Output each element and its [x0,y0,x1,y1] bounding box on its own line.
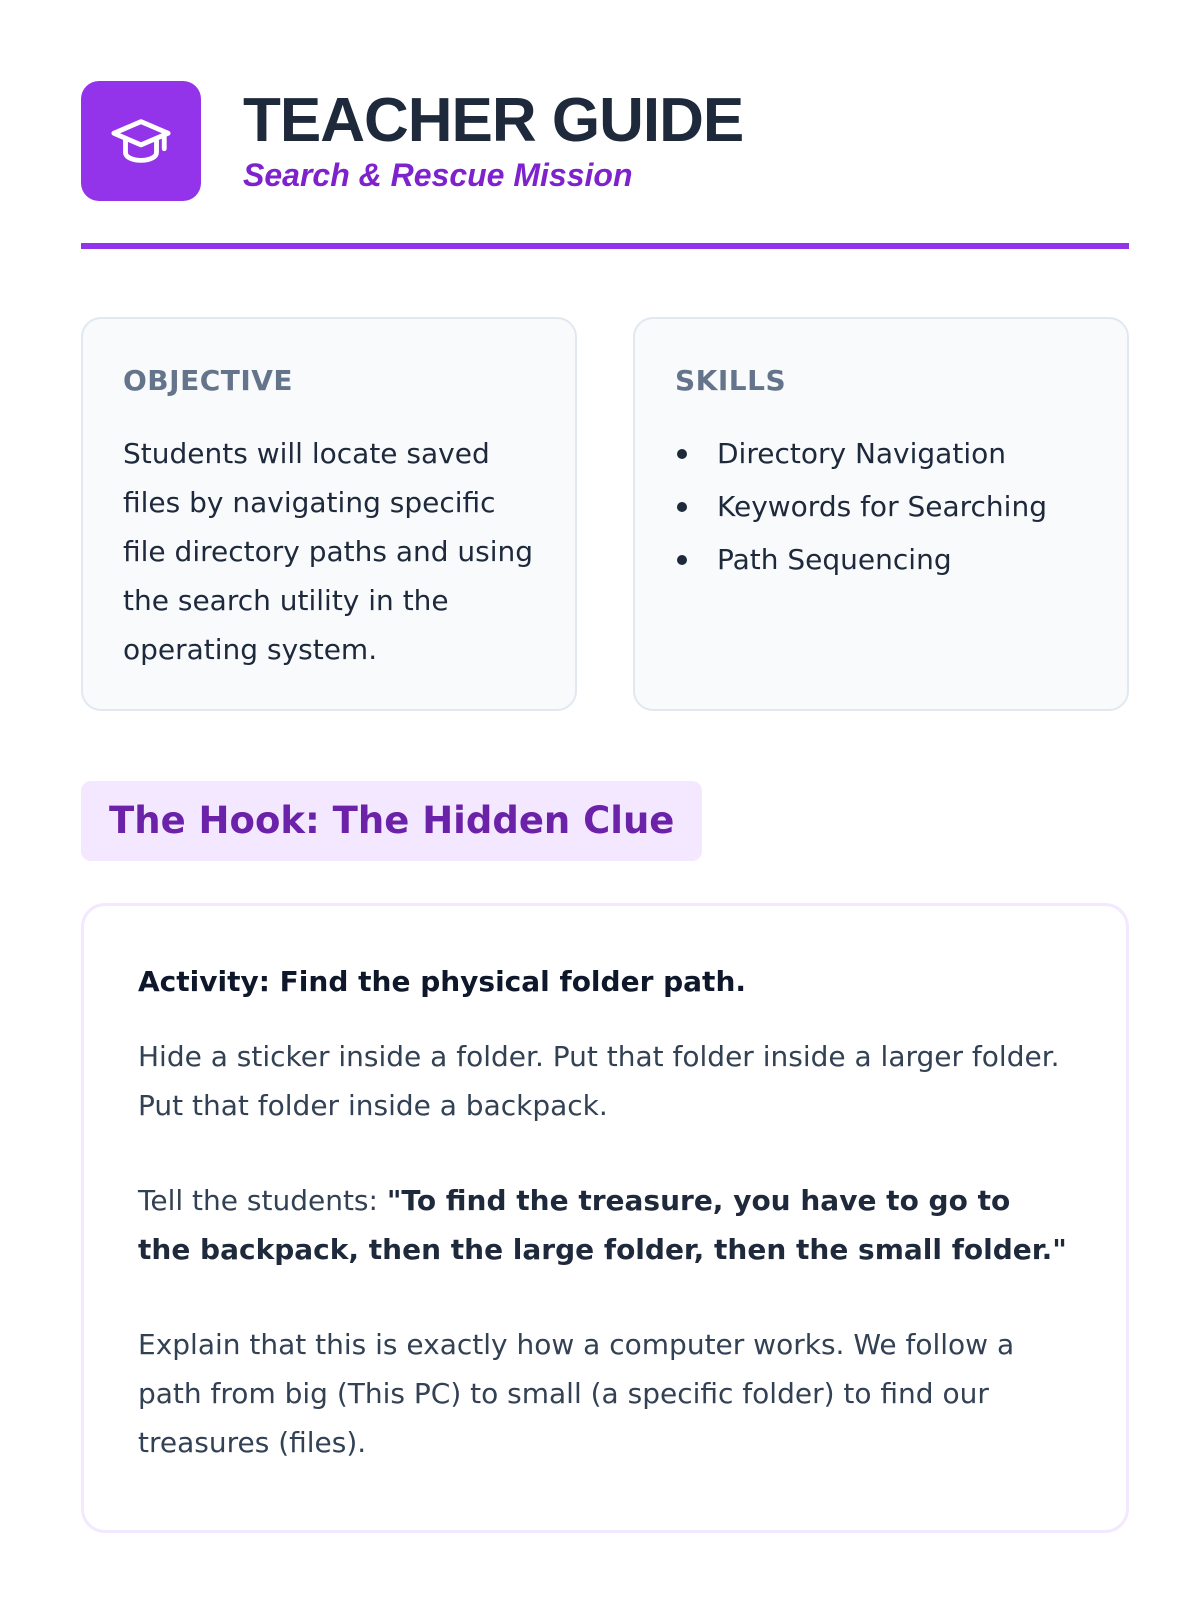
header [81,81,1129,201]
objective-text: Students will locate saved files by navigating specific file directory paths and using the search utility in the operating system. [123,437,534,666]
instruction-lead: Tell the students: [138,1184,387,1217]
header-titles [243,87,743,195]
activity-paragraph-instruction [138,1176,1072,1274]
activity-paragraph-explanation: Explain that this is exactly how a computer works. We follow a path from big (This PC) to small (a specific folder) to find our treasures (files). [138,1328,1015,1459]
skills-list [675,427,1087,586]
hook-heading-text: The Hook: The Hidden Clue [109,799,675,842]
list-item [675,480,1087,533]
page-title: TEACHER GUIDE [243,86,744,155]
hook-section-heading [81,781,702,861]
graduation-cap-icon [81,81,201,201]
info-cards [81,317,1129,711]
skill-label: Directory Navigation [717,437,1006,470]
header-divider [81,243,1129,249]
activity-title: Activity: Find the physical folder path. [138,965,747,998]
skills-label: SKILLS [675,364,787,397]
list-item [675,533,1087,586]
objective-card [81,317,577,711]
activity-card [81,903,1129,1533]
objective-label: OBJECTIVE [123,364,294,397]
bullet-icon [677,555,687,565]
activity-paragraph-setup: Hide a sticker inside a folder. Put that folder inside a larger folder. Put that folder inside a backpack. [138,1040,1060,1122]
skill-label: Path Sequencing [717,543,952,576]
skill-label: Keywords for Searching [717,490,1047,523]
page-subtitle: Search & Rescue Mission [243,157,633,193]
bullet-icon [677,449,687,459]
teacher-guide-page [81,81,1129,1533]
bullet-icon [677,502,687,512]
list-item [675,427,1087,480]
instruction-quote: "To find the treasure, you have to go to the backpack, then the large folder, then the small folder." [138,1184,1067,1266]
skills-card [633,317,1129,711]
